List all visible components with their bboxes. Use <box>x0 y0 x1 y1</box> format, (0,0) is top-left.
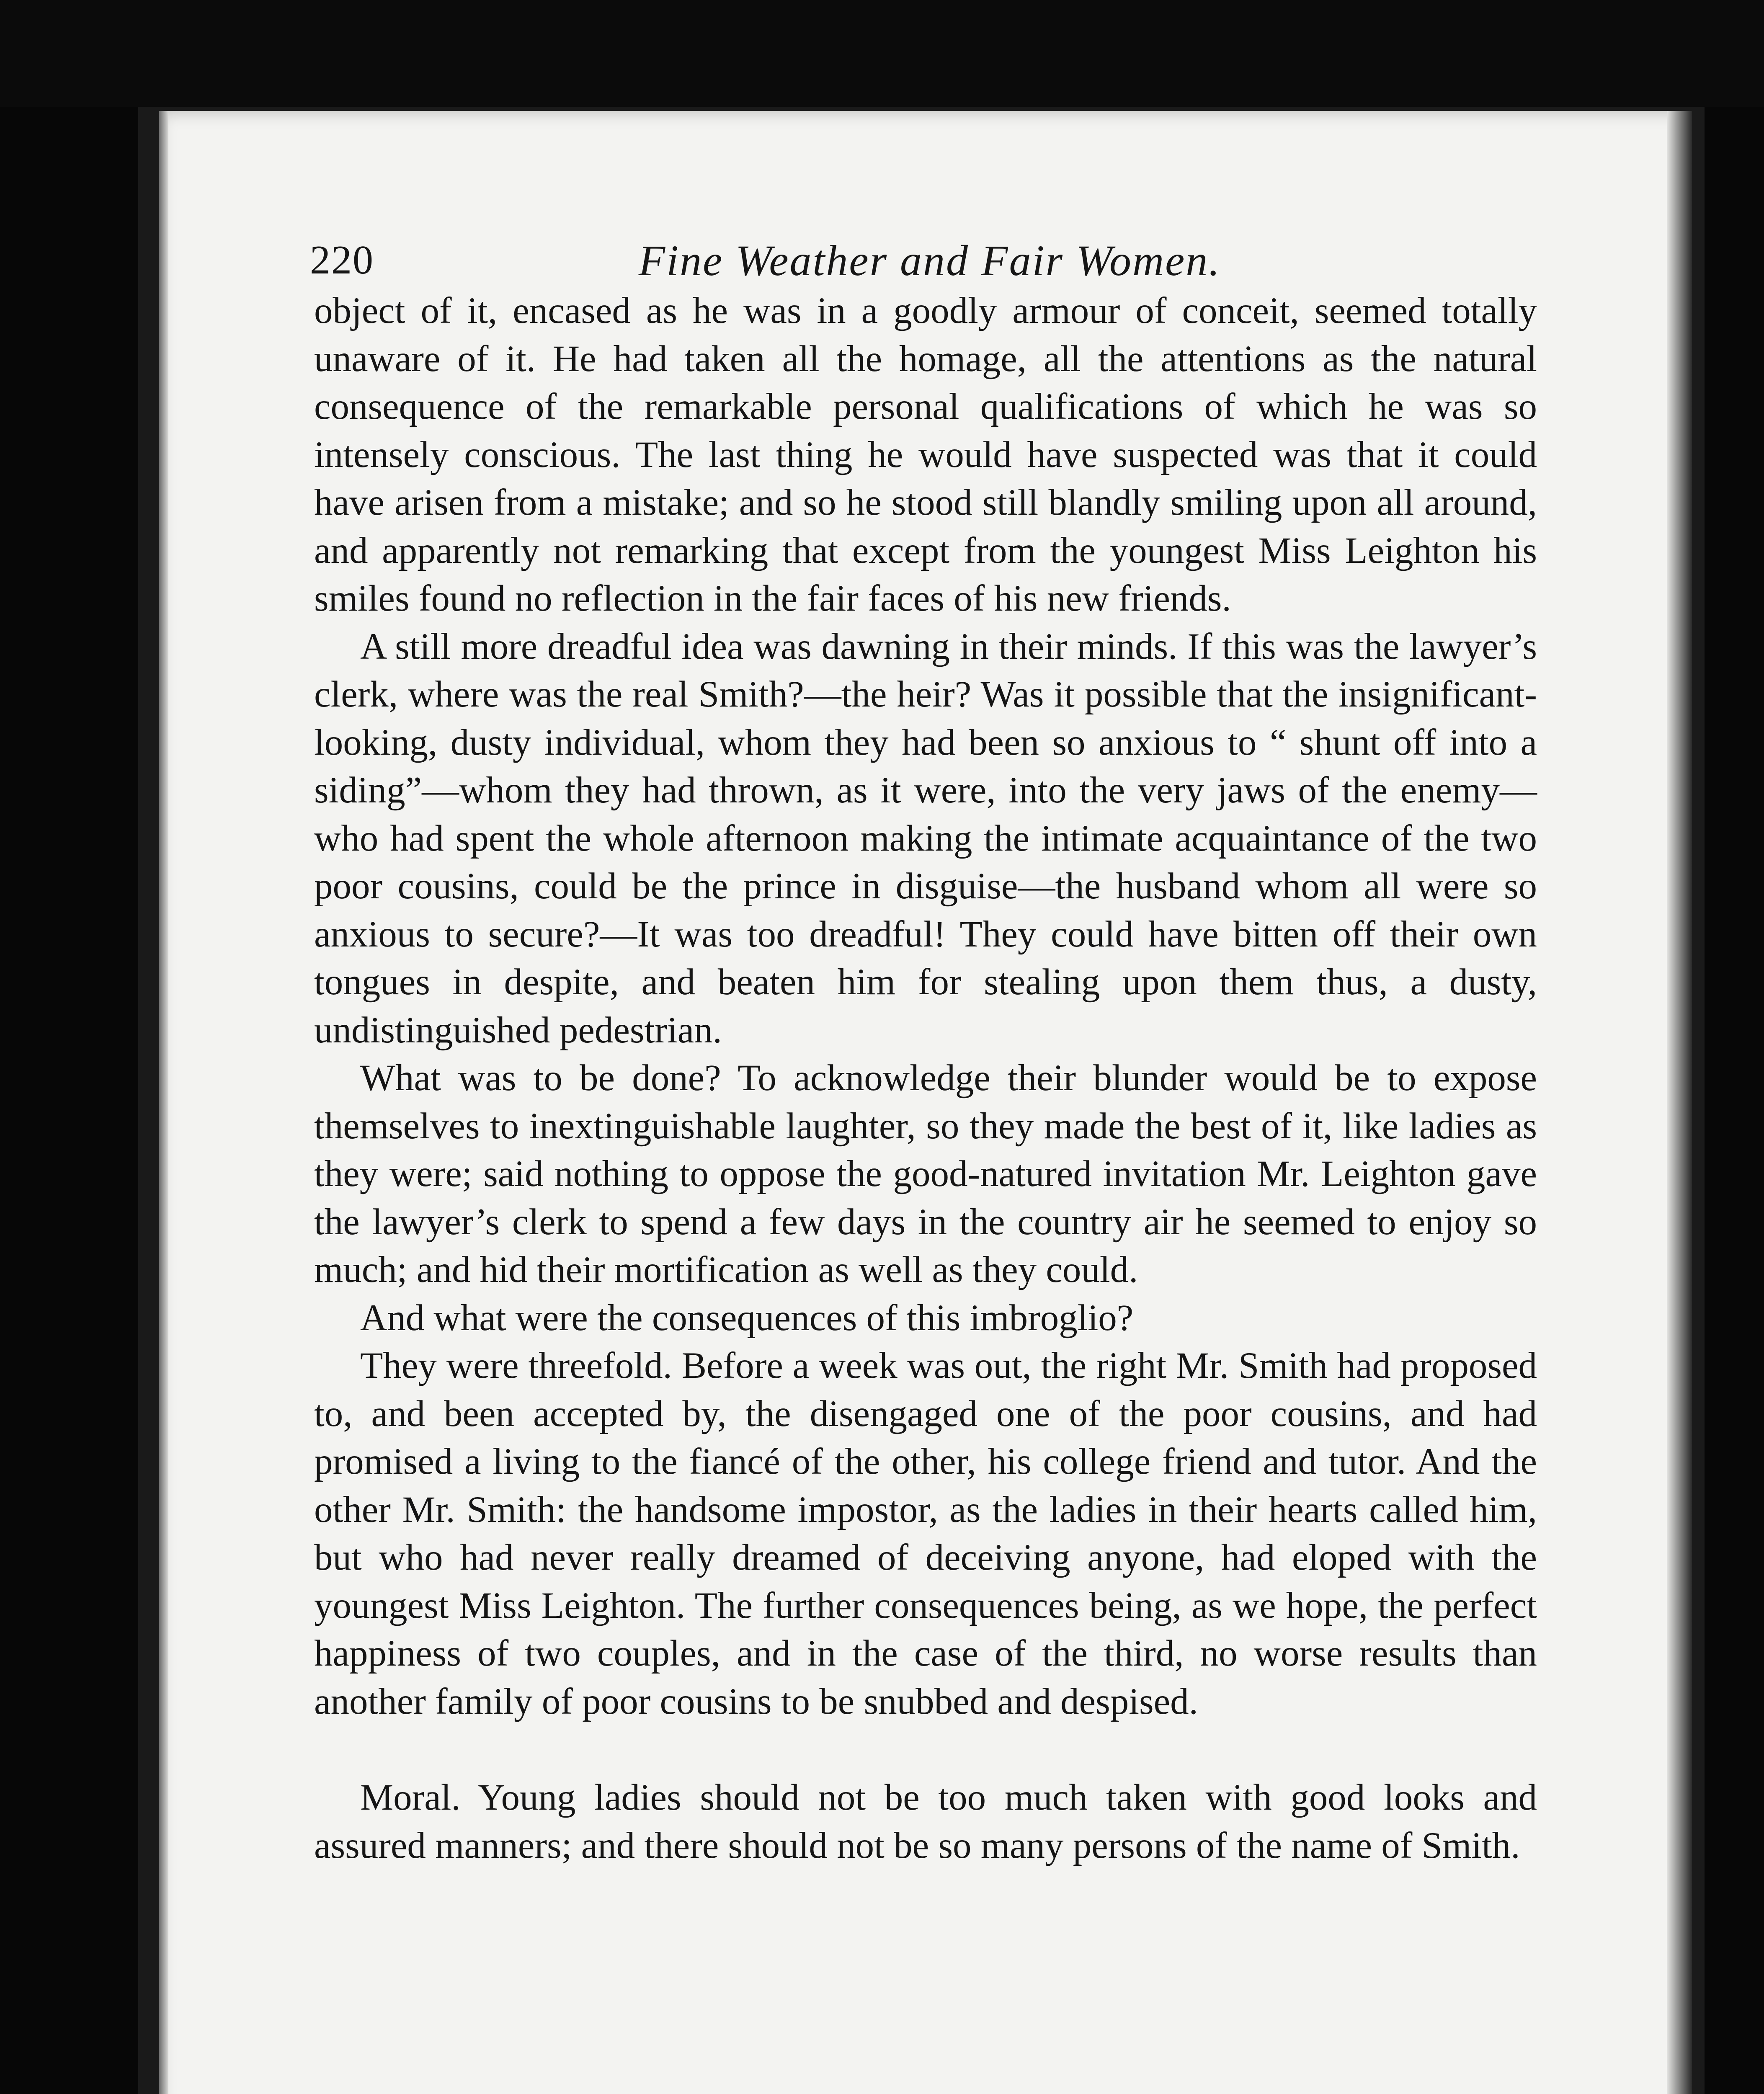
scan-background-top <box>0 0 1764 107</box>
paragraph: A still more dreadful idea was dawning in their minds. If this was the lawyer’s clerk, where was the real Smith?—the heir? Was it possible that the insignificant-looking, dusty individual, whom they had been so anxious to “ shunt off into a siding”—whom they had thrown, as it were, into the very jaws of the enemy—who had spent the whole afternoon making the intimate acquaintance of the two poor cousins, could be the prince in disguise—the husband whom all were so anxious to secure?—It was too dreadful! They could have bitten off their own tongues in despite, and beaten him for stealing upon them thus, a dusty, undistinguished pedestrian. <box>314 626 1537 1051</box>
moral-paragraph: Moral. Young ladies should not be too much taken with good looks and assured manners; and there should not be so many persons of the name of Smith. <box>314 1777 1537 1866</box>
book-page <box>159 111 1692 2094</box>
paragraph: What was to be done? To acknowledge their blunder would be to expose themselves to inextinguishable laughter, so they made the best of it, like ladies as they were; said nothing to oppose the good-natured invitation Mr. Leighton gave the lawyer’s clerk to spend a few days in the country air he seemed to enjoy so much; and hid their mortification as well as they could. <box>314 1057 1537 1290</box>
running-title: Fine Weather and Fair Women. <box>638 237 1221 285</box>
page-binding-edge <box>159 111 168 2094</box>
paragraph: And what were the consequences of this imbroglio? <box>360 1297 1134 1338</box>
paragraph: They were threefold. Before a week was out, the right Mr. Smith had proposed to, and been accepted by, the disengaged one of the poor cousins, and had promised a living to the fiancé of the other, his college friend and tutor. And the other Mr. Smith: the handsome impostor, as the ladies in their hearts called him, but who had never really dreamed of deceiving anyone, had eloped with the youngest Miss Leighton. The further consequences being, as we hope, the perfect happiness of two couples, and in the case of the third, no worse results than another family of poor cousins to be snubbed and despised. <box>314 1345 1537 1722</box>
page-gutter-edge <box>1667 111 1692 2094</box>
body-text <box>314 287 1537 1870</box>
page-number: 220 <box>310 237 374 283</box>
paragraph: object of it, encased as he was in a goodly armour of conceit, seemed totally unaware of it. He had taken all the homage, all the attentions as the natural consequence of the remarkable personal qualifications of which he was so intensely conscious. The last thing he would have suspected was that it could have arisen from a mistake; and so he stood still blandly smiling upon all around, and apparently not remarking that except from the youngest Miss Leighton his smiles found no reflection in the fair faces of his new friends. <box>314 290 1537 619</box>
